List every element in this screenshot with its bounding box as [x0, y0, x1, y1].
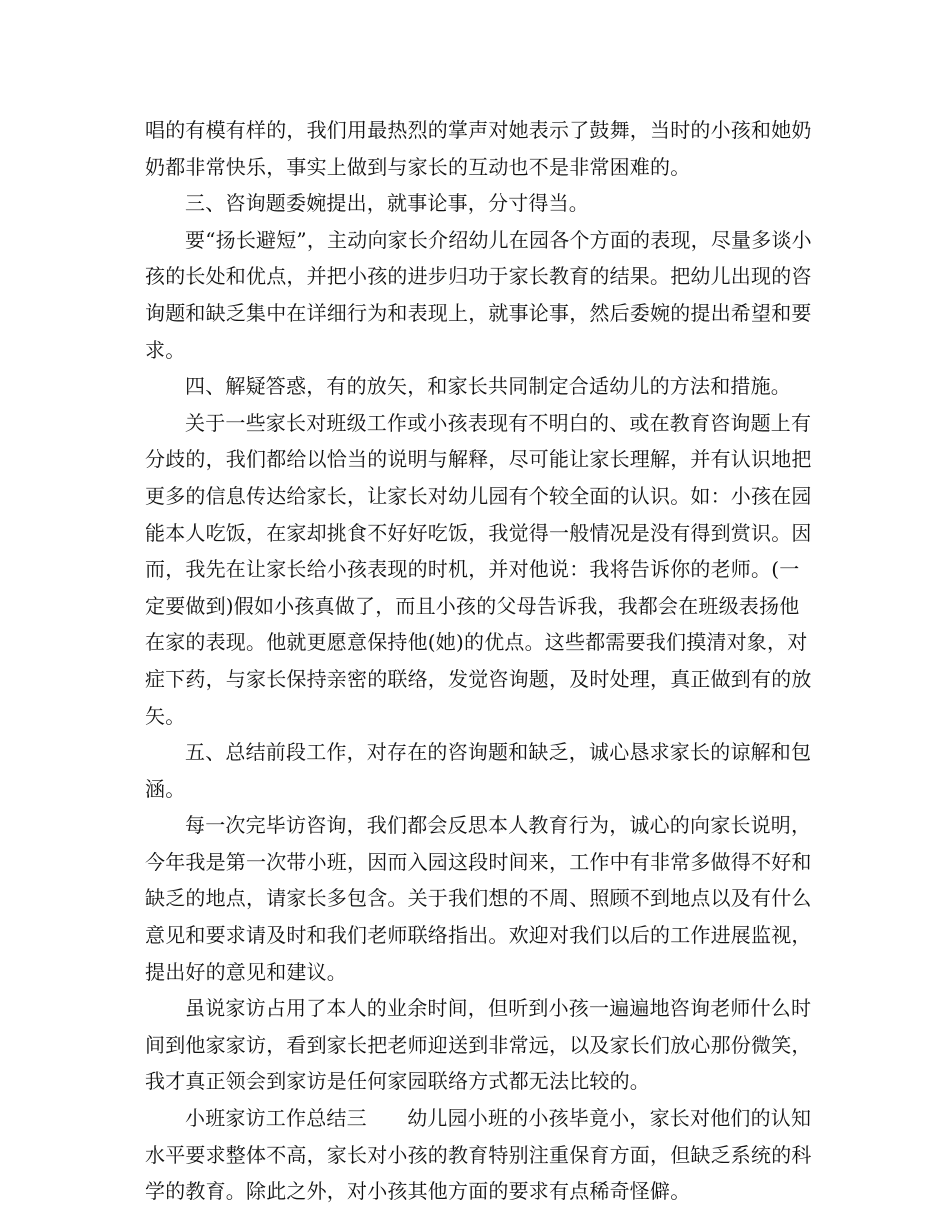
paragraph: 关于一些家长对班级工作或小孩表现有不明白的、或在教育咨询题上有分歧的，我们都给以恰当的说明与解释，尽可能让家长理解，并有认识地把更多的信息传达给家长，让家长对幼儿园有个较全面的认识。如：小孩在园能本人吃饭，在家却挑食不好好吃饭，我觉得一般情况是没有得到赏识。因而，我先在让家长给小孩表现的时机，并对他说：我将告诉你的老师。(一定要做到)假如小孩真做了，而且小孩的父母告诉我，我都会在班级表扬他在家的表现。他就更愿意保持他(她)的优点。这些都需要我们摸清对象，对症下药，与家长保持亲密的联络，发觉咨询题，及时处理，真正做到有的放矢。 — [145, 410, 812, 728]
paragraph: 每一次完毕访咨询，我们都会反思本人教育行为，诚心的向家长说明，今年我是第一次带小班，因而入园这段时间来，工作中有非常多做得不好和缺乏的地点，请家长多包含。关于我们想的不周、照顾不到地点以及有什么意见和要求请及时和我们老师联络指出。欢迎对我们以后的工作进展监视，提出好的意见和建议。 — [145, 813, 812, 984]
section-heading: 五、总结前段工作，对存在的咨询题和缺乏，诚心恳求家长的谅解和包涵。 — [145, 740, 812, 801]
section-heading: 三、咨询题委婉提出，就事论事，分寸得当。 — [185, 191, 589, 216]
paragraph: 小班家访工作总结三 幼儿园小班的小孩毕竟小，家长对他们的认知水平要求整体不高，家长对小孩的教育特别注重保育方面，但缺乏系统的科学的教育。除此之外，对小孩其他方面的要求有点稀奇怪僻。 — [145, 1106, 812, 1204]
document-body — [145, 112, 815, 1210]
section-heading: 四、解疑答惑，有的放矢，和家长共同制定合适幼儿的方法和措施。 — [185, 374, 791, 399]
paragraph: 要“扬长避短”，主动向家长介绍幼儿在园各个方面的表现，尽量多谈小孩的长处和优点，并把小孩的进步归功于家长教育的结果。把幼儿出现的咨询题和缺乏集中在详细行为和表现上，就事论事，然后委婉的提出希望和要求。 — [145, 227, 812, 362]
paragraph: 唱的有模有样的，我们用最热烈的掌声对她表示了鼓舞，当时的小孩和她奶奶都非常快乐，事实上做到与家长的互动也不是非常困难的。 — [145, 118, 812, 179]
paragraph: 虽说家访占用了本人的业余时间，但听到小孩一遍遍地咨询老师什么时间到他家家访，看到家长把老师迎送到非常远，以及家长们放心那份微笑，我才真正领会到家访是任何家园联络方式都无法比较的。 — [145, 996, 812, 1094]
